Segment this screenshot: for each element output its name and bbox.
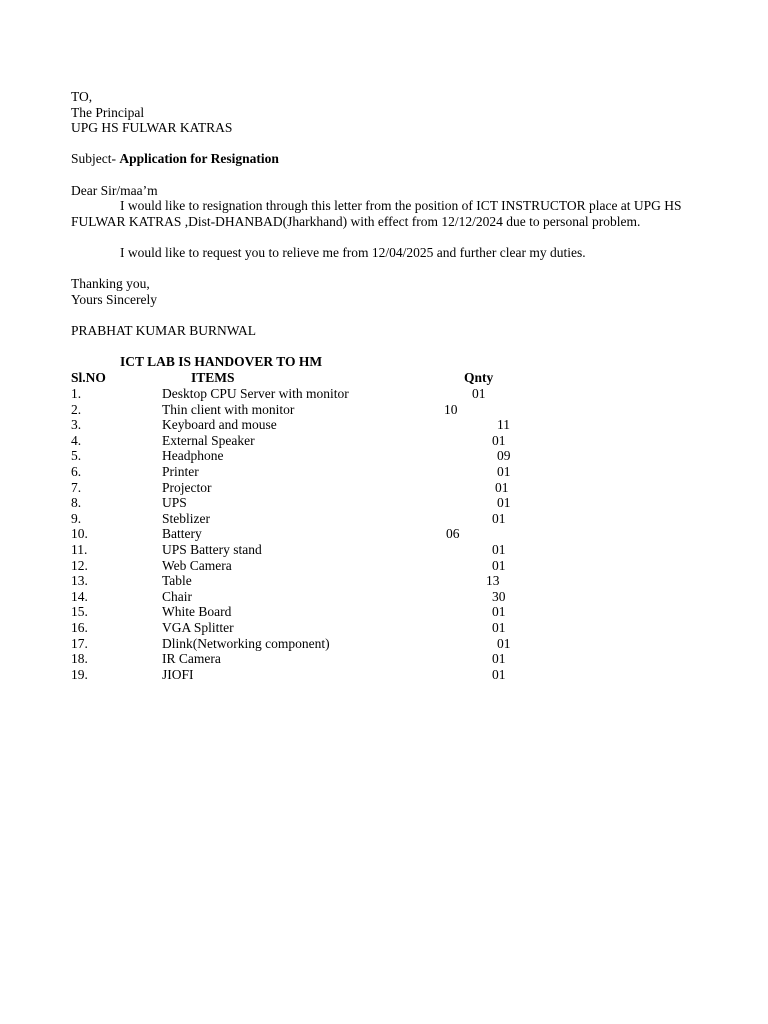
row-qty: 10 [444,401,458,417]
row-item: JIOFI [162,666,194,682]
row-slno: 18. [71,651,88,667]
row-qty: 01 [492,432,506,448]
subject-text: Application for Resignation [119,151,279,166]
table-row [0,558,768,574]
table-row [0,448,768,464]
handover-title: ICT LAB IS HANDOVER TO HM [120,354,323,369]
row-slno: 14. [71,588,88,604]
row-item: Desktop CPU Server with monitor [162,386,349,401]
row-item: Headphone [162,448,224,464]
row-slno: 8. [71,495,82,511]
row-slno: 13. [71,573,88,589]
subject-line [71,151,279,167]
row-item: UPS [162,495,187,511]
table-row [0,526,768,542]
row-slno: 17. [71,635,88,651]
signatory-name: PRABHAT KUMAR BURNWAL [71,323,257,338]
row-slno: 6. [71,464,82,479]
table-row [0,495,768,511]
row-item: Steblizer [162,510,210,526]
body-paragraph-1-line-1: I would like to resignation through this letter from the position of ICT INSTRUCTOR place at UPG HS [120,198,682,213]
row-item: External Speaker [162,432,255,448]
row-item: White Board [162,604,232,620]
row-slno: 10. [71,526,88,542]
row-qty: 01 [492,620,506,635]
body-paragraph-2: I would like to request you to relieve me from 12/04/2025 and further clear my duties. [120,245,586,260]
table-row [0,604,768,620]
table-row [0,417,768,433]
table-row [0,667,768,683]
row-slno: 5. [71,448,82,464]
header-qnty: Qnty [464,370,494,385]
row-slno: 16. [71,620,88,635]
row-qty: 01 [492,557,506,573]
table-header-row [0,370,768,386]
header-items: ITEMS [191,370,235,385]
address-school: UPG HS FULWAR KATRAS [71,120,233,135]
row-item: Battery [162,526,202,542]
address-to: TO, [71,89,93,104]
row-qty: 01 [495,479,509,495]
table-row [0,542,768,558]
table-row [0,589,768,605]
row-slno: 19. [71,666,88,682]
body-paragraph-1-line-2: FULWAR KATRAS ,Dist-DHANBAD(Jharkhand) with effect from 12/12/2024 due to personal problem. [71,214,641,229]
row-qty: 01 [492,651,506,667]
row-qty: 01 [497,495,511,511]
table-row [0,433,768,449]
row-item: Chair [162,588,192,604]
row-qty: 01 [492,542,506,557]
row-qty: 01 [472,386,486,401]
row-slno: 2. [71,401,82,417]
salutation: Dear Sir/maa’m [71,183,158,198]
row-qty: 01 [497,464,511,479]
address-recipient: The Principal [71,105,145,120]
row-item: Projector [162,479,212,495]
closing-thanks: Thanking you, [71,276,150,291]
row-slno: 11. [71,542,88,557]
row-item: Thin client with monitor [162,401,295,417]
row-slno: 1. [71,386,82,401]
row-slno: 15. [71,604,88,620]
table-row [0,464,768,480]
row-qty: 01 [497,635,511,651]
closing-yours: Yours Sincerely [71,292,158,307]
table-row [0,573,768,589]
row-item: Printer [162,464,199,479]
row-qty: 11 [497,417,510,433]
table-row [0,402,768,418]
row-item: UPS Battery stand [162,542,262,557]
row-qty: 09 [497,448,511,464]
row-item: Table [162,573,192,589]
row-qty: 06 [446,526,460,542]
row-qty: 30 [492,588,506,604]
table-row [0,636,768,652]
row-slno: 12. [71,557,88,573]
row-qty: 13 [486,573,500,589]
table-row [0,620,768,636]
header-slno: Sl.NO [71,370,106,385]
table-row [0,386,768,402]
row-qty: 01 [492,604,506,620]
row-item: VGA Splitter [162,620,234,635]
table-row [0,480,768,496]
table-row [0,651,768,667]
row-qty: 01 [492,666,506,682]
table-row [0,511,768,527]
row-slno: 4. [71,432,82,448]
row-slno: 9. [71,510,82,526]
row-slno: 3. [71,417,82,433]
row-slno: 7. [71,479,82,495]
row-qty: 01 [492,510,506,526]
subject-prefix: Subject- [71,151,116,166]
row-item: Keyboard and mouse [162,417,277,433]
row-item: Dlink(Networking component) [162,635,330,651]
row-item: Web Camera [162,557,232,573]
row-item: IR Camera [162,651,221,667]
